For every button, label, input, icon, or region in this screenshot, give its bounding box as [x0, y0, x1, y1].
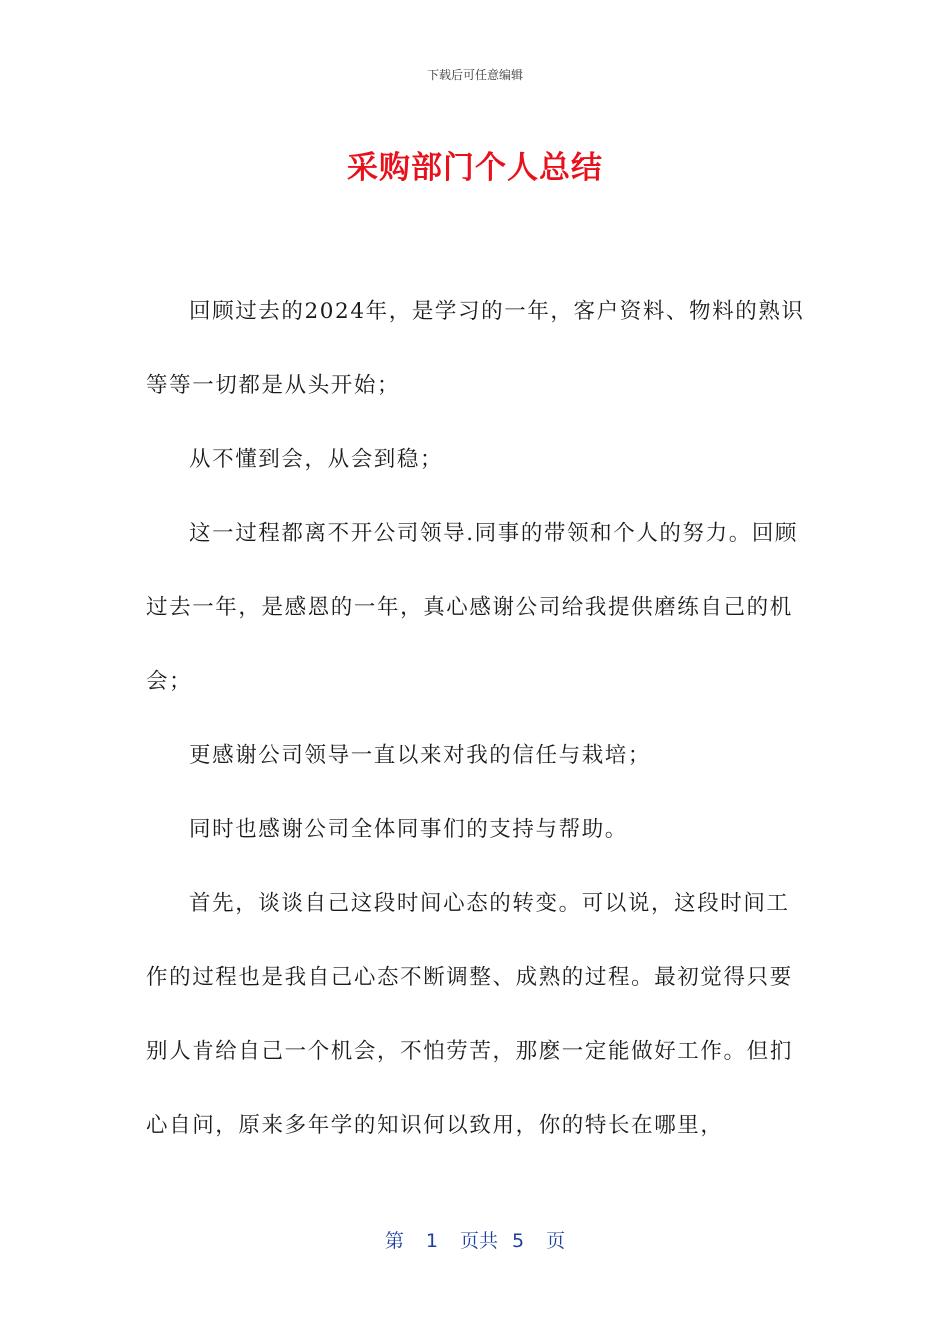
paragraph: 首先，谈谈自己这段时间心态的转变。可以说，这段时间工作的过程也是我自己心态不断调整、成熟的过程。最初觉得只要别人肯给自己一个机会，不怕劳苦，那麽一定能做好工作。但扪心自问，原来多年学的知识何以致用，你的特长在哪里， — [146, 891, 793, 1138]
footer-total-pages: 5 — [512, 1230, 525, 1252]
document-title: 采购部门个人总结 — [347, 150, 603, 186]
footer-total-suffix: 页 — [546, 1230, 566, 1252]
footer-total-prefix: 页共 — [459, 1230, 498, 1252]
document-body — [146, 275, 806, 1163]
paragraph: 回顾过去的2024年，是学习的一年，客户资料、物料的熟识等等一切都是从头开始； — [146, 299, 805, 398]
paragraph: 从不懂到会，从会到稳； — [189, 447, 444, 472]
paragraph: 同时也感谢公司全体同事们的支持与帮助。 — [189, 817, 628, 842]
paragraph: 这一过程都离不开公司领导.同事的带领和个人的努力。回顾过去一年，是感恩的一年，真心感谢公司给我提供磨练自己的机会； — [146, 521, 799, 694]
paragraph: 更感谢公司领导一直以来对我的信任与栽培； — [189, 743, 652, 768]
header-note: 下载后可任意编辑 — [426, 68, 523, 82]
footer-page-label: 第 — [384, 1230, 404, 1252]
page-footer — [0, 1226, 950, 1253]
footer-current-page: 1 — [425, 1230, 438, 1252]
